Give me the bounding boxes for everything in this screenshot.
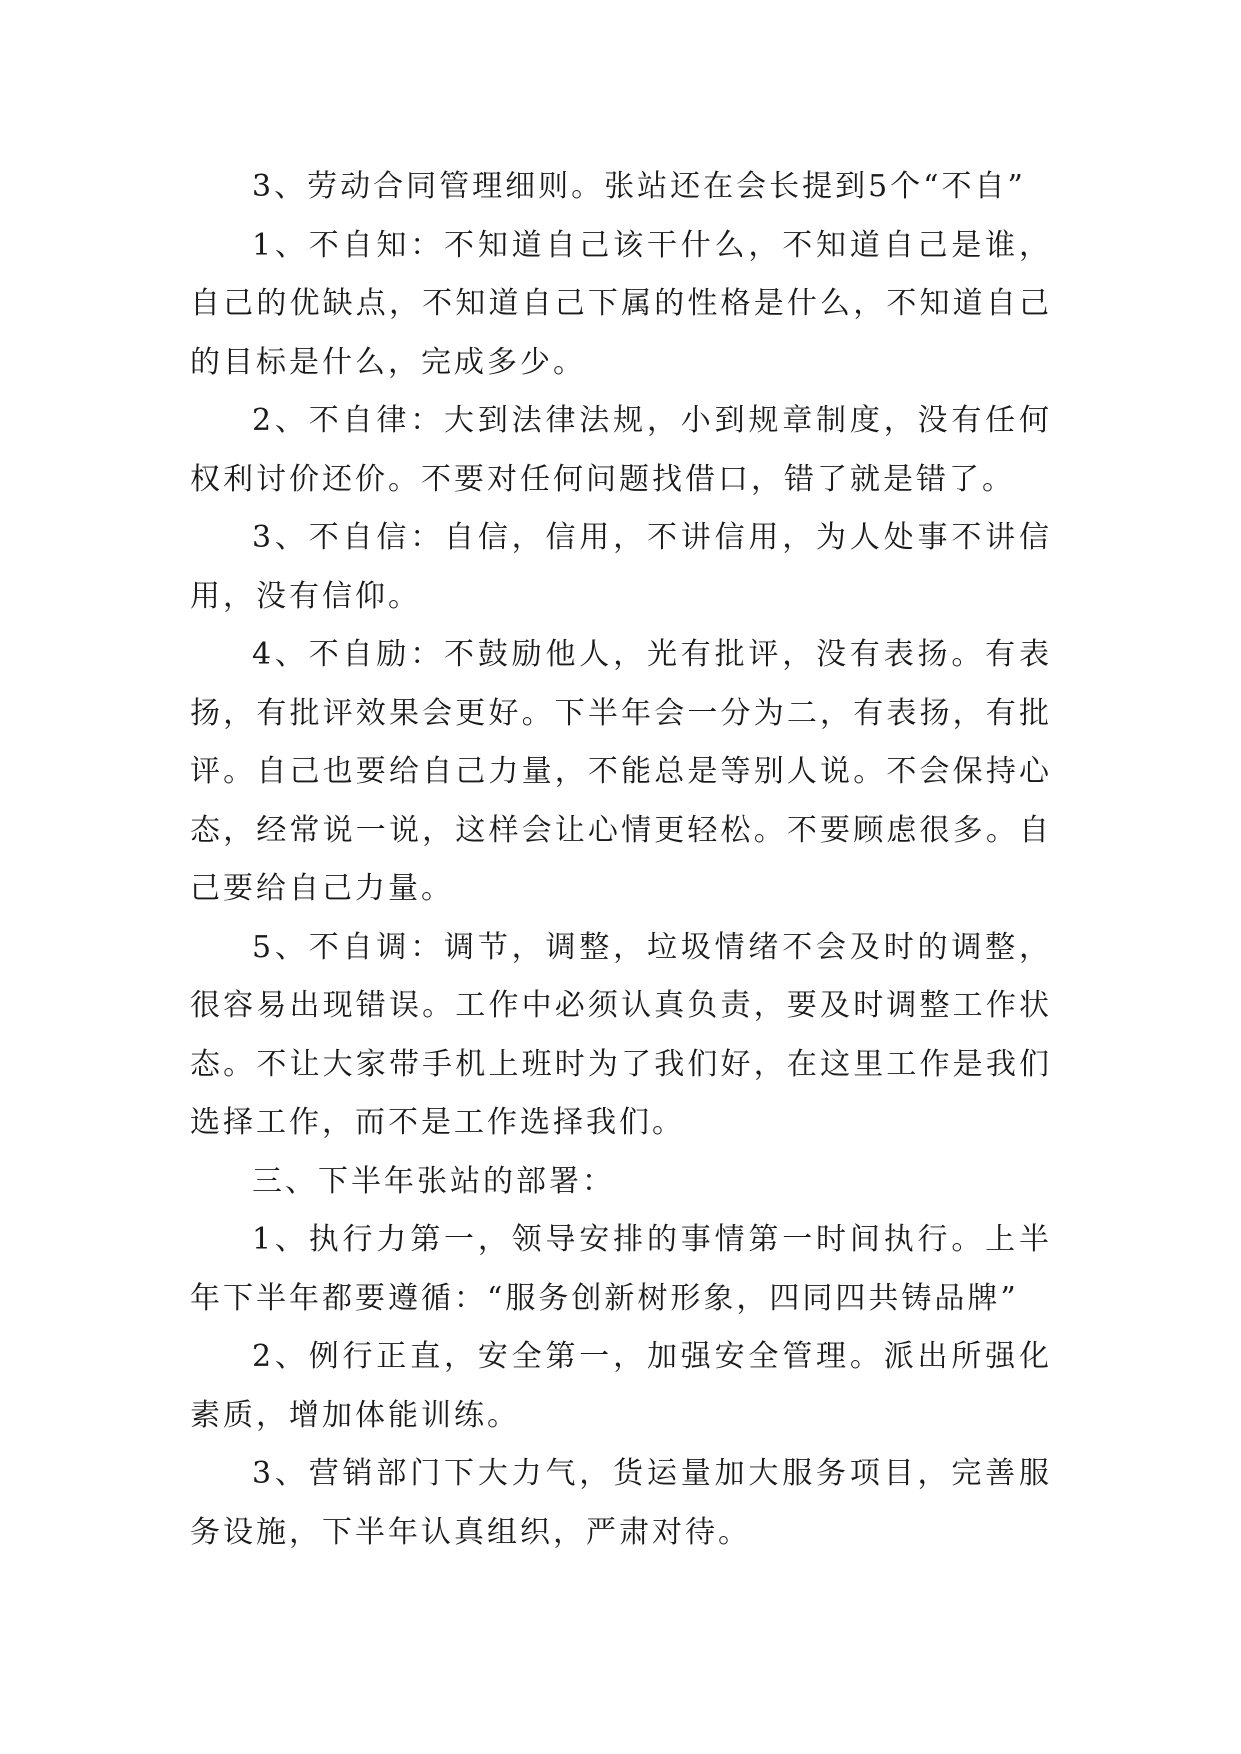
paragraph-safety-first: 2、例行正直，安全第一，加强安全管理。派出所强化素质，增加体能训练。 xyxy=(190,1339,1052,1433)
paragraph-not-self-motivated: 4、不自励：不鼓励他人，光有批评，没有表扬。有表扬，有批评效果会更好。下半年会一分为二，有表扬，有批评。自己也要给自己力量，不能总是等别人说。不会保持心态，经常说一说，这样会让心情更轻松。不要顾虑很多。自己要给自己力量。 xyxy=(190,637,1052,906)
paragraph-execution-first: 1、执行力第一，领导安排的事情第一时间执行。上半年下半年都要遵循：“服务创新树形象，四同四共铸品牌” xyxy=(190,1222,1052,1316)
paragraph-labor-contract: 3、劳动合同管理细则。张站还在会长提到5个“不自” xyxy=(252,169,1026,204)
paragraph-not-self-disciplined: 2、不自律：大到法律法规，小到规章制度，没有任何权利讨价还价。不要对任何问题找借口，错了就是错了。 xyxy=(190,403,1052,497)
paragraph-not-self-adjusting: 5、不自调：调节，调整，垃圾情绪不会及时的调整，很容易出现错误。工作中必须认真负责，要及时调整工作状态。不让大家带手机上班时为了我们好，在这里工作是我们选择工作，而不是工作选择我们。 xyxy=(190,929,1052,1140)
document-body xyxy=(190,158,1052,1562)
paragraph-not-self-aware: 1、不自知：不知道自己该干什么，不知道自己是谁，自己的优缺点，不知道自己下属的性格是什么，不知道自己的目标是什么，完成多少。 xyxy=(190,227,1052,380)
section-heading-deployment: 三、下半年张站的部署： xyxy=(252,1163,615,1199)
paragraph-marketing: 3、营销部门下大力气，货运量加大服务项目，完善服务设施，下半年认真组织，严肃对待。 xyxy=(190,1456,1052,1550)
paragraph-not-self-confident: 3、不自信：自信，信用，不讲信用，为人处事不讲信用，没有信仰。 xyxy=(190,520,1052,614)
